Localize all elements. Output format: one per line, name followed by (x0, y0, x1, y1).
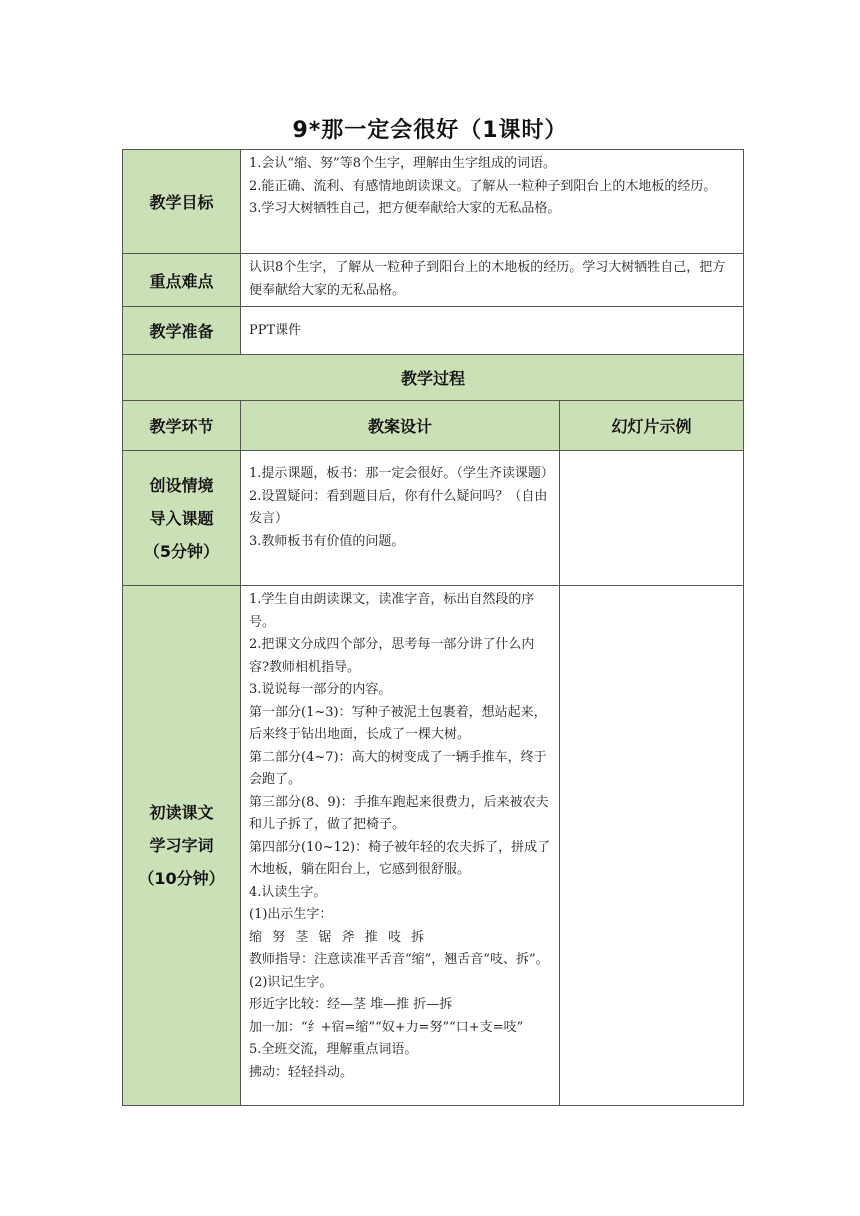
key-points-label: 重点难点 (123, 254, 241, 307)
objective-item: 2.能正确、流利、有感情地朗读课文。了解从一粒种子到阳台上的木地板的经历。 (249, 178, 717, 194)
objective-item: 1.会认“缩、努”等8个生字，理解由生字组成的词语。 (249, 156, 556, 171)
stage-1-label (123, 451, 241, 586)
column-header-stage: 教学环节 (123, 401, 241, 451)
preparation-content (241, 307, 744, 355)
stage-1-line: （5分钟） (143, 541, 220, 561)
preparation-row (123, 307, 744, 355)
design-item: 2.设置疑问：看到题目后，你有什么疑问吗？（自由发言） (249, 488, 548, 526)
key-points-content (241, 254, 744, 307)
design-item: 4.认读生字。 (249, 884, 327, 900)
process-heading: 教学过程 (123, 355, 744, 401)
design-item: 加一加：“纟+宿=缩”“奴+力=努”“口+支=吱” (249, 1019, 524, 1035)
character: 吱 (387, 929, 401, 945)
new-characters (249, 927, 551, 950)
preparation-label: 教学准备 (123, 307, 241, 355)
objectives-row (123, 150, 744, 254)
stage-2-line: 初读课文 (149, 803, 214, 822)
stage-1-line: 创设情境 (149, 475, 214, 495)
character: 茎 (295, 929, 309, 945)
objective-item: 3.学习大树牺牲自己，把方便奉献给大家的无私品格。 (249, 201, 561, 216)
stage-2-line: 学习字词 (149, 836, 214, 855)
stage-2-slides (560, 586, 744, 1106)
objectives-label: 教学目标 (123, 150, 241, 254)
key-points-text: 认识8个生字，了解从一粒种子到阳台上的木地板的经历。学习大树牺牲自己，把方便奉献给大家的无私品格。 (249, 260, 726, 298)
design-item: 3.教师板书有价值的问题。 (249, 533, 405, 549)
design-item: 拂动：轻轻抖动。 (249, 1064, 354, 1080)
key-points-row (123, 254, 744, 307)
character: 拆 (411, 929, 425, 945)
character: 锯 (318, 929, 332, 945)
character: 斧 (341, 929, 355, 945)
character: 推 (364, 929, 378, 945)
design-item: 第四部分(10~12)：椅子被年轻的农夫拆了，拼成了木地板，躺在阳台上，它感到很舒服。 (249, 839, 551, 877)
design-item: 1.提示课题，板书：那一定会很好。（学生齐读课题） (249, 466, 554, 481)
design-item: 3.说说每一部分的内容。 (249, 682, 392, 697)
design-item: 第一部分(1~3)：写种子被泥土包裹着，想站起来，后来终于钻出地面，长成了一棵大树。 (249, 704, 547, 742)
stage-1-design (241, 451, 560, 586)
column-header-row (123, 401, 744, 451)
stage-2-line: （10分钟） (138, 869, 225, 888)
design-item: 形近字比较：经—茎 堆—推 折—拆 (249, 997, 453, 1012)
page-title: 9*那一定会很好（1课时） (292, 118, 568, 143)
column-header-design: 教案设计 (241, 401, 560, 451)
design-item: 第二部分(4~7)：高大的树变成了一辆手推车，终于会跑了。 (249, 749, 547, 787)
design-item: 教师指导：注意读准平舌音“缩”，翘舌音“吱、拆”。 (249, 952, 549, 967)
process-heading-row (123, 355, 744, 401)
design-item: 5.全班交流，理解重点词语。 (249, 1042, 418, 1057)
stage-row-1 (123, 451, 744, 586)
preparation-text: PPT课件 (249, 323, 302, 338)
design-item: 1.学生自由朗读课文，读准字音，标出自然段的序号。 (249, 592, 535, 630)
stage-2-label (123, 586, 241, 1106)
column-header-slides: 幻灯片示例 (560, 401, 744, 451)
stage-1-slides (560, 451, 744, 586)
objectives-content (241, 150, 744, 254)
character: 努 (272, 929, 286, 945)
stage-row-2 (123, 586, 744, 1106)
stage-2-design (241, 586, 560, 1106)
design-item: 第三部分(8、9)：手推车跑起来很费力，后来被农夫和儿子拆了，做了把椅子。 (249, 794, 549, 832)
design-item: (1)出示生字： (249, 907, 333, 922)
character: 缩 (249, 929, 263, 945)
lesson-plan-table (122, 149, 744, 1106)
stage-1-line: 导入课题 (149, 508, 214, 528)
design-item: (2)识记生字。 (249, 974, 333, 990)
design-item: 2.把课文分成四个部分，思考每一部分讲了什么内容?教师相机指导。 (249, 637, 535, 675)
